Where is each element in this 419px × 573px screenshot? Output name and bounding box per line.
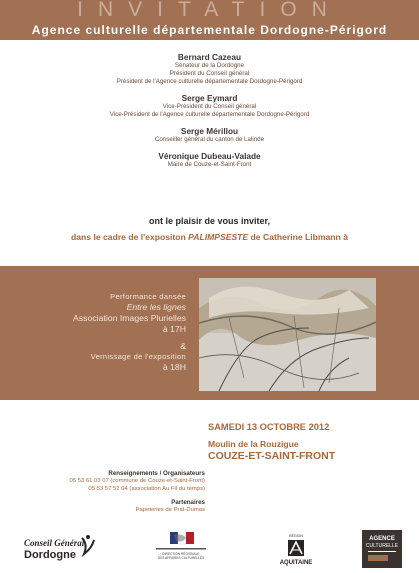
svg-text:Dordogne: Dordogne	[24, 549, 76, 561]
info-phone-1: 05 53 61 03 07 (commune de Couze-et-Saint-Front)	[69, 478, 205, 484]
vernissage-time: à 18H	[162, 362, 186, 372]
host-role: Conseiller général du canton de Lalinde	[154, 136, 265, 143]
host-eymard	[0, 93, 419, 119]
host-role: Sénateur de la Dordogne	[174, 62, 245, 69]
event-details	[208, 422, 335, 462]
program-text	[26, 292, 186, 373]
artwork-photo	[199, 278, 376, 391]
invite-text-after: de Catherine Libmann à	[248, 232, 348, 242]
hosts-list	[0, 52, 419, 176]
svg-text:Conseil Général: Conseil Général	[24, 538, 85, 548]
header-band	[0, 0, 419, 40]
host-role: Maire de Couze-et-Saint-Front	[167, 161, 252, 168]
info-phone-2: 05 53 57 52 64 (association Au Fil du temps)	[88, 486, 205, 492]
invite-text-before: dans le cadre de l'expositon	[71, 232, 189, 242]
host-name: Véronique Dubeau-Valade	[158, 151, 261, 161]
host-role: Président de l'Agence culturelle départementale Dordogne-Périgord	[116, 78, 303, 85]
host-role: Président du Conseil général	[169, 70, 250, 77]
event-town: COUZE-ET-SAINT-FRONT	[208, 450, 336, 462]
aquitaine-logo	[272, 532, 320, 568]
performance-title: Entre les lignes	[126, 302, 186, 312]
host-merillou	[0, 126, 419, 144]
drac-logo	[154, 532, 208, 566]
host-dubeau-valade	[0, 151, 419, 169]
info-heading: Renseignements / Organisateurs	[108, 470, 205, 477]
agence-culturelle-logo	[362, 530, 402, 568]
host-name: Serge Eymard	[181, 93, 238, 103]
svg-text:AQUITAINE: AQUITAINE	[279, 560, 313, 566]
partners-heading: Partenaires	[171, 499, 205, 506]
ampersand: &	[180, 341, 186, 351]
svg-text:DES AFFAIRES CULTURELLES: DES AFFAIRES CULTURELLES	[157, 556, 205, 560]
host-name: Bernard Cazeau	[177, 52, 242, 62]
exhibition-title: PALIMPSESTE	[188, 232, 249, 242]
conseil-general-logo	[22, 534, 97, 566]
host-role: Vice-Président du Conseil général	[162, 103, 257, 110]
invitation-title: INVITATION	[77, 0, 342, 21]
event-place: Moulin de la Rouzigue	[208, 439, 299, 449]
partner-name: Papeteries de Prat-Dumas	[135, 507, 205, 513]
performance-label: Performance dansée	[110, 292, 186, 301]
invite-line-2	[0, 232, 419, 242]
invite-line-1: ont le plaisir de vous inviter,	[148, 216, 271, 226]
vernissage-label: Vernissage de l'exposition	[90, 352, 186, 361]
performance-time: à 17H	[162, 324, 186, 334]
host-cazeau	[0, 52, 419, 86]
svg-text:CULTURELLE: CULTURELLE	[365, 543, 399, 549]
svg-text:RÉGION: RÉGION	[289, 534, 303, 538]
svg-text:DIRECTION RÉGIONALE: DIRECTION RÉGIONALE	[162, 552, 200, 556]
host-role: Vice-Président de l'Agence culturelle départementale Dordogne-Périgord	[109, 111, 310, 118]
svg-text:AGENCE: AGENCE	[369, 536, 395, 542]
event-date: SAMEDI 13 OCTOBRE 2012	[208, 422, 330, 432]
contact-info	[20, 470, 205, 514]
header-subtitle: Agence culturelle départementale Dordogne-Périgord	[31, 23, 388, 37]
host-name: Serge Mérillou	[180, 126, 239, 136]
performance-org: Association Images Plurielles	[73, 313, 186, 323]
